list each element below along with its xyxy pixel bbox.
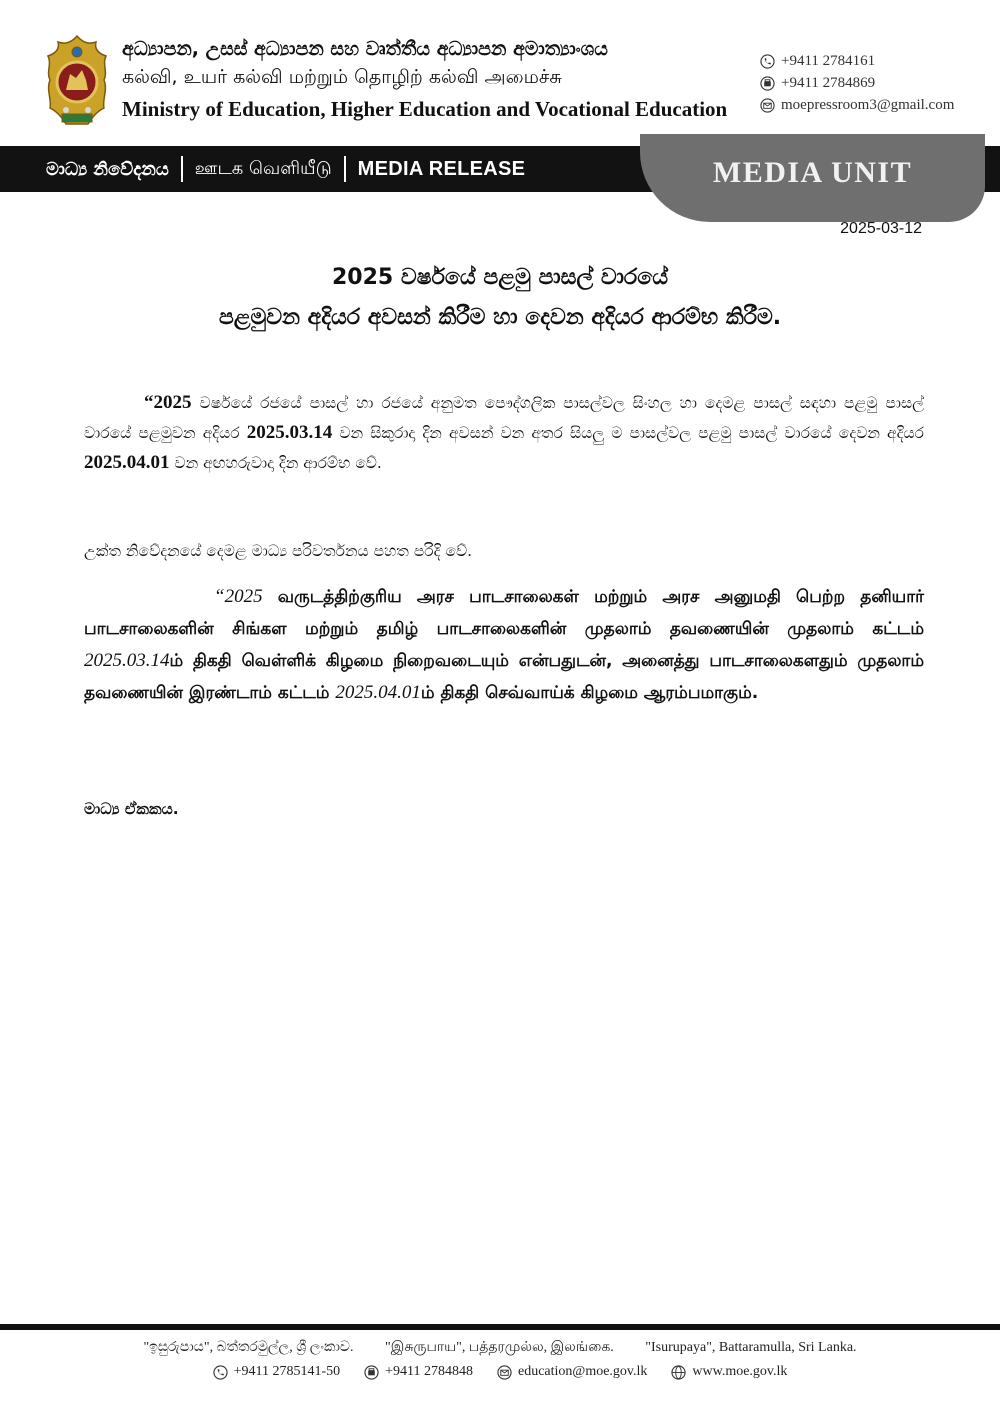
footer-fax-number: +9411 2784848	[385, 1364, 473, 1379]
ministry-name-tamil: கல்வி, உயர் கல்வி மற்றும் தொழிற் கல்வி அமைச்சு	[122, 66, 562, 88]
paragraph-text: වන සිකුරාදා දින අවසන් වන අතර සියලු ම පාසල්වල පළමු පාසල් වාරයේ දෙවන අදියර	[332, 424, 924, 442]
quote-open-year: “2025	[214, 586, 263, 607]
ministry-name-block	[122, 36, 728, 126]
release-title	[60, 258, 940, 338]
header-email	[760, 94, 954, 116]
date-start-phase-2: 2025.04.01	[335, 682, 421, 703]
header-contacts	[760, 50, 954, 116]
phone-icon	[213, 1365, 228, 1380]
header-email-address: moepressroom3@gmail.com	[781, 96, 955, 113]
footer-fax	[364, 1364, 473, 1380]
footer-address-tamil: "இசுருபாய", பத்தரமுல்ல, இலங்கை.	[385, 1340, 614, 1355]
footer-web	[671, 1364, 787, 1380]
paragraph-text: වන අඟහරුවාදා දින ආරම්භ වේ.	[169, 454, 382, 472]
media-release-label-english: MEDIA RELEASE	[357, 157, 526, 180]
date-end-phase-1: 2025.03.14	[246, 422, 333, 443]
fax-icon	[760, 76, 775, 91]
release-title-line-1: 2025 වර්ෂයේ පළමු පාසල් වාරයේ	[331, 265, 669, 290]
phone-icon	[760, 54, 775, 69]
footer-rule	[0, 1324, 1000, 1330]
footer-address-sinhala: "ඉසුරුපාය", බත්තරමුල්ල, ශ්‍රී ලංකාව.	[143, 1340, 354, 1355]
footer-web-address: www.moe.gov.lk	[692, 1364, 788, 1379]
band-separator	[344, 156, 346, 182]
release-date: 2025-03-12	[840, 220, 922, 237]
date-start-phase-2: 2025.04.01	[84, 452, 170, 473]
footer-email	[497, 1364, 647, 1380]
paragraph-translation-note: උක්ත නිවේදනයේ දෙමළ මාධ්‍ය පරිවර්තනය පහත පරිදි වේ.	[84, 542, 473, 560]
media-release-labels	[46, 146, 525, 192]
fax-icon	[364, 1365, 379, 1380]
date-end-phase-1: 2025.03.14	[84, 650, 170, 671]
header-fax-number: +9411 2784869	[781, 74, 876, 91]
paragraph-sinhala	[84, 388, 924, 478]
header-phone-number: +9411 2784161	[781, 52, 876, 69]
footer-contacts	[0, 1364, 1000, 1380]
media-release-label-sinhala: මාධ්‍ය නිවේදනය	[46, 158, 169, 180]
media-unit-label: MEDIA UNIT	[712, 156, 913, 189]
email-icon	[497, 1365, 512, 1380]
paragraph-tamil	[84, 581, 924, 709]
quote-open-year: “2025	[144, 392, 192, 413]
media-release-label-tamil: ஊடக வெளியீடு	[194, 157, 332, 179]
state-emblem-icon	[44, 34, 110, 130]
band-separator	[181, 156, 183, 182]
footer-phone	[213, 1364, 341, 1380]
paragraph-text: வருடத்திற்குரிய அரச பாடசாலைகள் மற்றும் அரச அனுமதி பெற்ற தனியார் பாடசாலைகளின் சிங்கள மற்றும் தமிழ் பாடசாலைகளின் முதலாம் தவணையின் முதலாம் கட்டம்	[84, 587, 924, 639]
signoff: මාධ්‍ය ඒකකය.	[84, 800, 179, 818]
paragraph-text: ம் திகதி வெள்ளிக் கிழமை நிறைவடையும் என்பதுடன், அனைத்து பாடசாலைகளதும் முதலாம் தவணையின் இரண்டாம் கட்டம்	[84, 651, 924, 703]
paragraph-text: ம் திகதி செவ்வாய்க் கிழமை ஆரம்பமாகும்.	[420, 683, 759, 703]
footer-address	[0, 1340, 1000, 1357]
footer-phone-number: +9411 2785141-50	[233, 1364, 341, 1379]
header-fax	[760, 72, 954, 94]
footer-address-english: "Isurupaya", Battaramulla, Sri Lanka.	[645, 1340, 857, 1355]
release-title-line-2: පළමුවන අදියර අවසන් කිරීම හා දෙවන අදියර ආරම්භ කිරීම.	[218, 305, 782, 330]
globe-icon	[671, 1365, 686, 1380]
footer-email-address: education@moe.gov.lk	[518, 1364, 648, 1379]
header-phone	[760, 50, 954, 72]
ministry-name-english: Ministry of Education, Higher Education and Vocational Education	[122, 97, 728, 121]
email-icon	[760, 98, 775, 113]
ministry-name-sinhala: අධ්‍යාපන, උසස් අධ්‍යාපන සහ වෘත්තීය අධ්‍යාපන අමාත්‍යාංශය	[122, 38, 608, 60]
paragraph-text: වර්ෂයේ රජයේ පාසල් හා රජයේ අනුමත පෞද්ගලික පාසල්වල සිංහල හා දෙමළ පාසල් සඳහා පළමු පාසල් වාරයේ පළමුවන අදියර	[84, 394, 924, 442]
